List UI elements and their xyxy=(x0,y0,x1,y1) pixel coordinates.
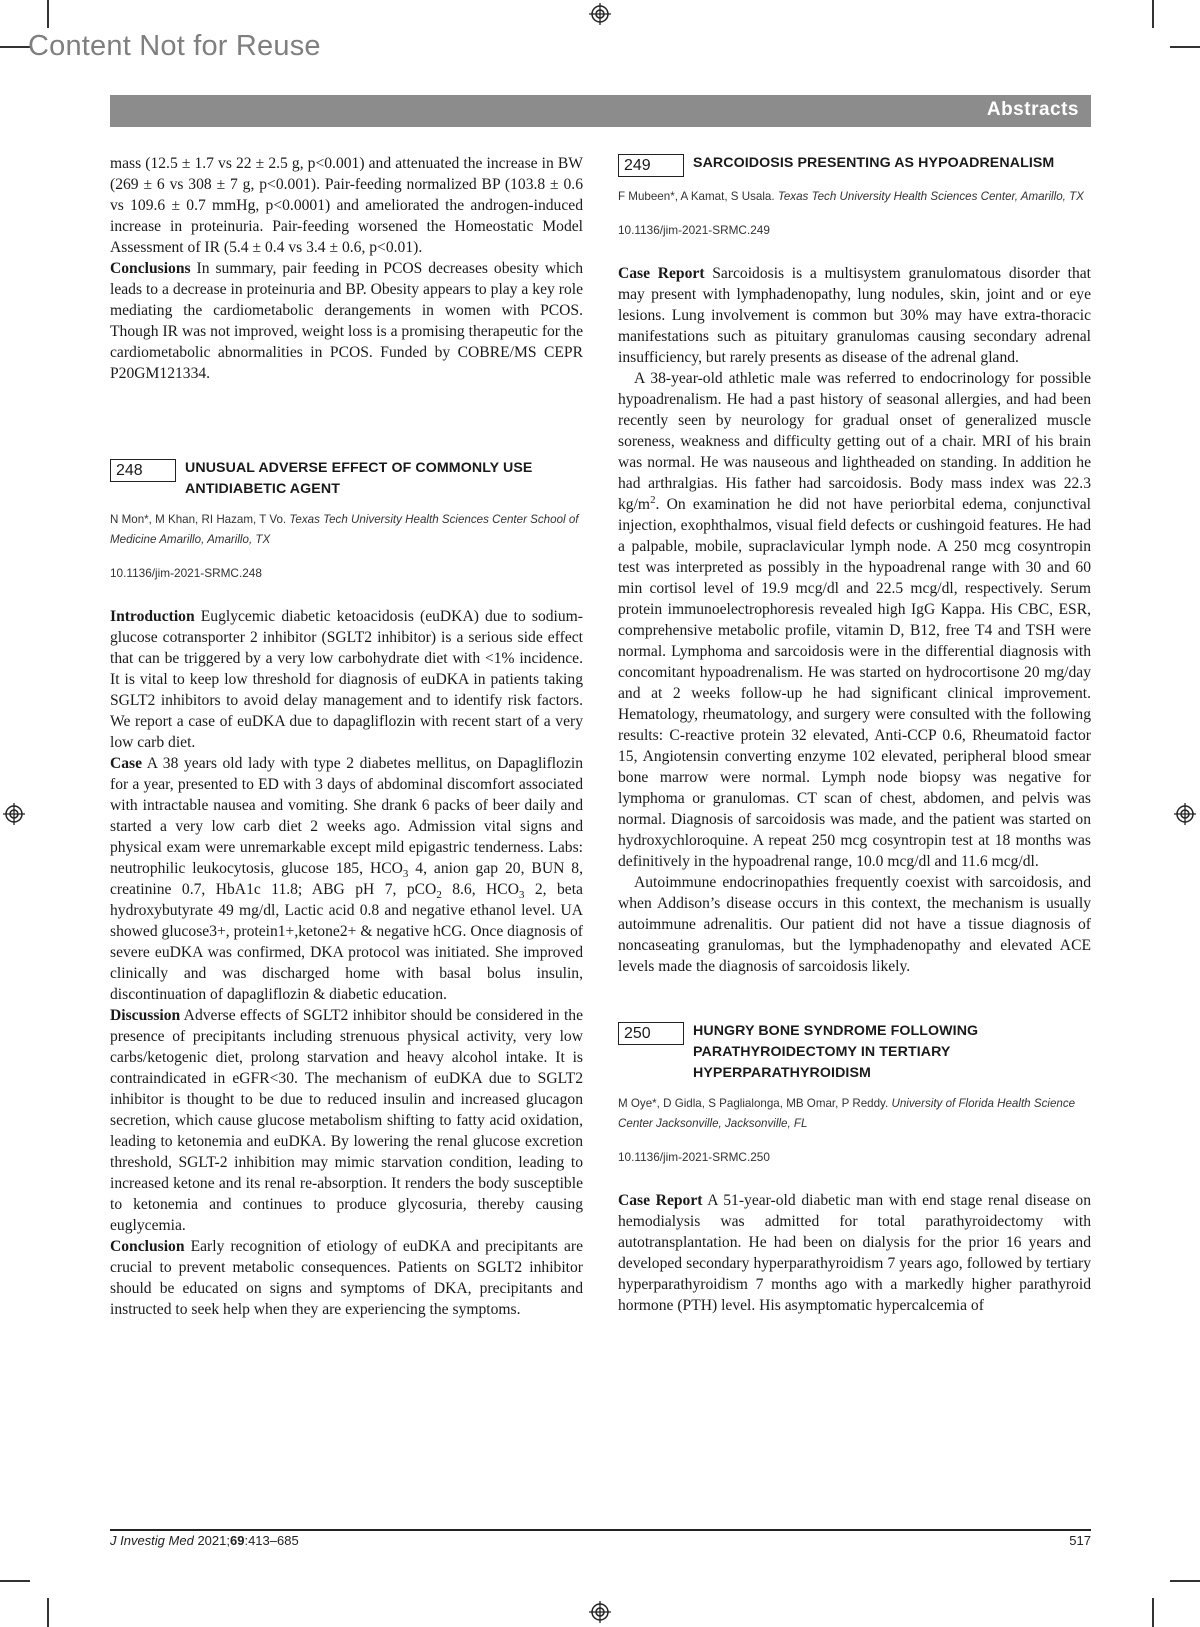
case-paragraph xyxy=(110,753,583,1005)
abstract-authors xyxy=(110,510,583,550)
continued-paragraph: mass (12.5 ± 1.7 vs 22 ± 2.5 g, p<0.001) and attenuated the increase in BW (269 ± 6 vs 308 ± 7 g, p<0.001). Pair-feeding normalized BP (103.8 ± 0.6 vs 109.6 ± 0.7 mmHg, p<0.0001) and ameliorated the androgen-induced increase in proteinuria. Pair-feeding worsened the Homeostatic Model Assessment of IR (5.4 ± 0.4 vs 3.4 ± 0.6, p<0.01). xyxy=(110,155,583,256)
crop-mark xyxy=(1170,1580,1200,1582)
crop-mark xyxy=(47,0,49,28)
case-report-paragraph xyxy=(618,1190,1091,1316)
case-text: 4, anion gap 20, BUN 8, creatinine 0.7, HbA1c 11.8; ABG pH 7, pCO xyxy=(110,860,584,898)
author-affiliation: University of Florida Health Science Center Jacksonville, Jacksonville, FL xyxy=(618,1097,1076,1130)
journal-year: 2021; xyxy=(197,1533,230,1548)
abstract-title: HUNGRY BONE SYNDROME FOLLOWING PARATHYROIDECTOMY IN TERTIARY HYPERPARATHYROIDISM xyxy=(693,1023,979,1081)
crop-mark xyxy=(1152,0,1154,28)
abstract-doi: 10.1136/jim-2021-SRMC.248 xyxy=(110,566,262,580)
superscript: 2 xyxy=(650,493,656,506)
abstract-authors xyxy=(618,1094,1091,1134)
case-report-label: Case Report xyxy=(618,265,705,282)
subscript: 2 xyxy=(436,889,442,902)
conclusion-paragraph xyxy=(110,1236,583,1320)
abstract-number: 248 xyxy=(110,459,176,482)
case-text: 8.6, HCO xyxy=(441,881,519,898)
crop-mark xyxy=(47,1598,49,1627)
journal-name: J Investig Med xyxy=(110,1533,194,1548)
case-report-label: Case Report xyxy=(618,1192,703,1209)
abstract-248-heading xyxy=(110,458,583,500)
registration-mark-icon xyxy=(3,803,25,825)
registration-mark-icon xyxy=(589,1601,611,1623)
introduction-paragraph xyxy=(110,606,583,753)
crop-mark xyxy=(0,1580,30,1582)
conclusions-label: Conclusions xyxy=(110,260,191,277)
case-report-text: Sarcoidosis is a multisystem granulomatous disorder that may present with lymphadenopathy, lung nodules, skin, joint and or eye lesions. Lung involvement is common but 30% may have extra-thoracic manifestations such as pituitary granulomas causing secondary adrenal insufficiency, but rarely presents as disease of the adrenal gland. xyxy=(618,265,1091,366)
watermark: Content Not for Reuse xyxy=(28,30,321,62)
section-title: Abstracts xyxy=(986,99,1079,120)
crop-mark xyxy=(0,46,30,48)
abstract-number: 250 xyxy=(618,1022,684,1045)
section-header-bar xyxy=(110,95,1091,127)
conclusions-paragraph xyxy=(110,258,583,384)
author-names: N Mon*, M Khan, RI Hazam, T Vo. xyxy=(110,513,287,526)
registration-mark-icon xyxy=(589,3,611,25)
journal-citation xyxy=(110,1533,299,1548)
conclusions-text: In summary, pair feeding in PCOS decreases obesity which leads to a decrease in proteinuria and BP. Obesity appears to play a key role mediating the cardiometabolic derangements in women with PCOS. Though IR was not improved, weight loss is a promising therapeutic for the cardiometabolic abnormalities in PCOS. Funded by COBRE/MS CEPR P20GM121334. xyxy=(110,260,583,382)
author-names: M Oye*, D Gidla, S Paglialonga, MB Omar, P Reddy. xyxy=(618,1097,889,1110)
abstract-title: SARCOIDOSIS PRESENTING AS HYPOADRENALISM xyxy=(693,155,1055,171)
left-column xyxy=(110,153,583,1320)
journal-volume: 69 xyxy=(230,1533,245,1548)
case-label: Case xyxy=(110,755,143,772)
registration-mark-icon xyxy=(1174,803,1196,825)
crop-mark xyxy=(1170,46,1200,48)
case-report-paragraph xyxy=(618,263,1091,368)
author-affiliation: Texas Tech University Health Sciences Center, Amarillo, TX xyxy=(777,190,1084,203)
case-text: 2, beta hydroxybutyrate 49 mg/dl, Lactic acid 0.8 and negative ethanol level. UA showed glucose3+, protein1+,ketone2+ & negative hCG. Once diagnosis of severe euDKA was confirmed, DKA protocol was initiated. She improved clinically and was discharged home with basal bolus insulin, discontinuation of dapagliflozin & diabetic education. xyxy=(110,881,583,1003)
abstract-authors xyxy=(618,187,1091,207)
case-report-text: A 51-year-old diabetic man with end stage renal disease on hemodialysis was admitted for total parathyroidectomy with autotransplantation. He had been on dialysis for the prior 16 years and developed secondary hyperparathyroidism 7 years ago, followed by tertiary hyperparathyroidism 7 months ago with a markedly higher parathyroid hormone (PTH) level. His asymptomatic hypercalcemia of xyxy=(618,1192,1092,1314)
discussion-paragraph xyxy=(110,1005,583,1236)
subscript: 3 xyxy=(518,889,525,902)
introduction-label: Introduction xyxy=(110,608,195,625)
page-number: 517 xyxy=(1069,1533,1091,1548)
discussion-text: Adverse effects of SGLT2 inhibitor should be considered in the presence of precipitants including strenuous physical activity, very low carbs/ketogenic diet, prolong starvation and heavy alcohol intake. It is contraindicated in eGFR<30. The mechanism of euDKA due to SGLT2 inhibitor is thought to be due to reduced insulin and increased glucagon secretion, which cause glucose metabolism shifting to fatty acid oxidation, leading to ketonemia and euDKA. By lowering the renal glucose excretion threshold, SGLT-2 inhibition may mimic starvation condition, leading to increased ketone and its renal re-absorption. It renders the body susceptible to ketonemia and continues to produce glycosuria, thereby causing euglycemia. xyxy=(110,1007,583,1234)
body-text: A 38-year-old athletic male was referred to endocrinology for possible hypoadrenalism. He had a past history of seasonal allergies, and had been recently seen by neurology for gradual onset of generalized muscle soreness, weakness and difficulty getting out of a chair. MRI of his brain was normal. He was nauseous and lightheaded on standing. In addition he had arthralgias. His father had sarcoidosis. Body mass index was 22.3 kg/m xyxy=(618,370,1091,513)
abstract-doi: 10.1136/jim-2021-SRMC.249 xyxy=(618,223,770,237)
abstract-number: 249 xyxy=(618,154,684,177)
abstract-title: UNUSUAL ADVERSE EFFECT OF COMMONLY USE ANTIDIABETIC AGENT xyxy=(185,460,533,497)
body-paragraph xyxy=(618,368,1091,872)
abstract-249-heading xyxy=(618,153,1091,177)
introduction-text: Euglycemic diabetic ketoacidosis (euDKA) due to sodium-glucose cotransporter 2 inhibitor (SGLT2 inhibitor) is a serious side effect that can be triggered by a very low carbohydrate diet with <1% incidence. It is vital to keep low threshold for diagnosis of euDKA in patients taking SGLT2 inhibitors to avoid delay management and to identify risk factors. We report a case of euDKA due to dapagliflozin with recent start of a very low carb diet. xyxy=(110,608,583,751)
body-paragraph: Autoimmune endocrinopathies frequently coexist with sarcoidosis, and when Addison’s disease occurs in this context, the mechanism is usually autoimmune adrenalitis. Our patient did not have a tissue diagnosis of noncaseating granulomas, but the lymphadenopathy and elevated ACE levels made the diagnosis of sarcoidosis likely. xyxy=(618,874,1091,975)
crop-mark xyxy=(1152,1598,1154,1627)
discussion-label: Discussion xyxy=(110,1007,181,1024)
author-affiliation: Texas Tech University Health Sciences Center School of Medicine Amarillo, Amarillo, TX xyxy=(110,513,579,546)
conclusion-label: Conclusion xyxy=(110,1238,185,1255)
case-text: A 38 years old lady with type 2 diabetes mellitus, on Dapagliflozin for a year, presented to ED with 3 days of abdominal discomfort associated with intractable nausea and vomiting. She drank 6 packs of beer daily and started a very low carb diet 2 weeks ago. Admission vital signs and physical exam were unremarkable except mild epigastric tenderness. Labs: neutrophilic leukocytosis, glucose 185, HCO xyxy=(110,755,583,877)
footer-rule xyxy=(110,1529,1091,1531)
subscript: 3 xyxy=(402,868,409,881)
conclusion-text: Early recognition of etiology of euDKA and precipitants are crucial to prevent metabolic consequences. Patients on SGLT2 inhibitor should be educated on signs and symptoms of DKA, precipitants and instructed to seek help when they are experiencing the symptoms. xyxy=(110,1238,583,1318)
author-names: F Mubeen*, A Kamat, S Usala. xyxy=(618,190,775,203)
journal-pages: :413–685 xyxy=(244,1533,299,1548)
body-text: . On examination he did not have periorbital edema, conjunctival injection, exophthalmos, visual field defects or cushingoid features. He had a palpable, mobile, supraclavicular lymph node. A 250 mcg cosyntropin test was interpreted as possibly in the hypoadrenal range with 30 and 60 min cortisol level of 19.9 mcg/dl and 22.5 mcg/dl, respectively. Serum protein immunoelectrophoresis revealed high IgG Kappa. His CBC, ESR, comprehensive metabolic profile, vitamin D, B12, free T4 and TSH were normal. Lymphoma and sarcoidosis were in the differential diagnosis with concomitant hypoadrenalism. He was started on hydrocortisone 20 mg/day and at 2 weeks follow-up he had significant clinical improvement. Hematology, rheumatology, and surgery were consulted with the following results: C-reactive protein 32 elevated, Anti-CCP 0.6, Rheumatoid factor 15, Angiotensin converting enzyme 102 elevated, peripheral blood smear bone marrow were normal. Lymph node biopsy was negative for lymphoma or granulomas. CT scan of chest, abdomen, and pelvis was normal. Diagnosis of sarcoidosis was made, and the patient was started on hydroxychloroquine. A repeat 250 mcg cosyntropin test at 18 months was definitively in the hypoadrenal range, 10.0 mcg/dl and 11.6 mcg/dl. xyxy=(618,496,1091,870)
right-column xyxy=(618,153,1091,1316)
abstract-250-heading xyxy=(618,1021,1091,1084)
abstract-doi: 10.1136/jim-2021-SRMC.250 xyxy=(618,1150,770,1164)
